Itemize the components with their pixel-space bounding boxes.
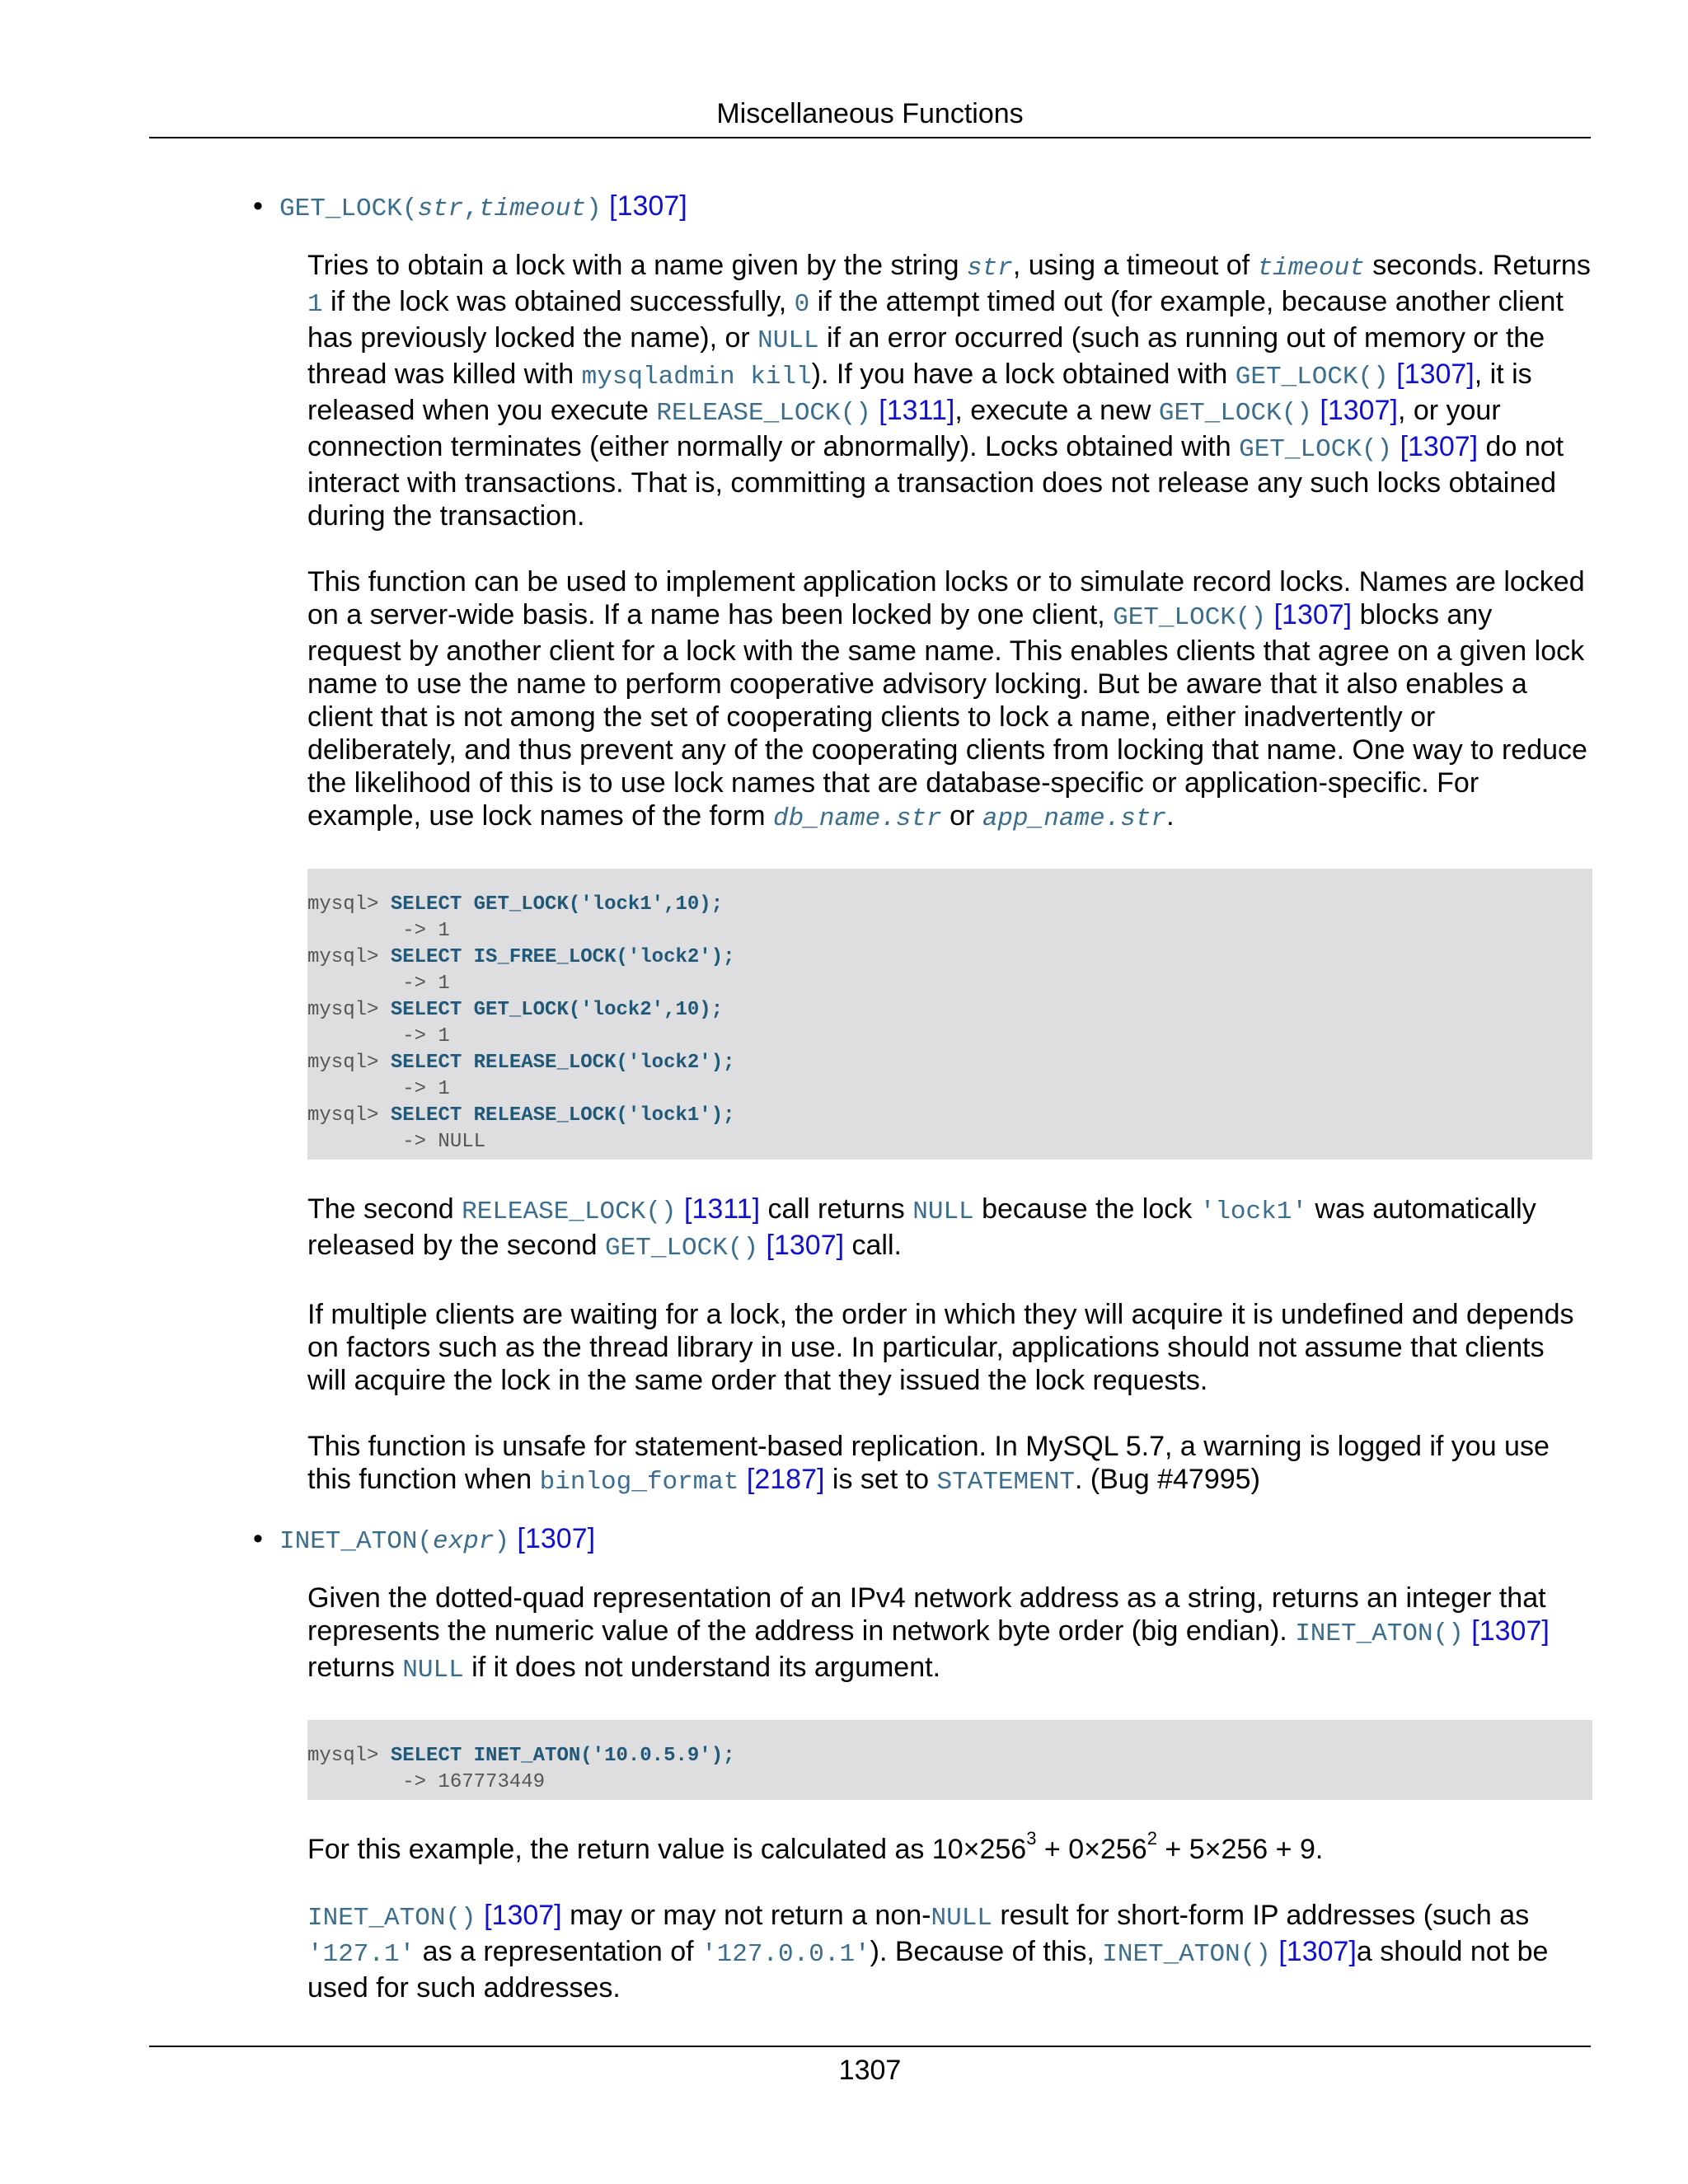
text: , it is released when you execute (307, 359, 1532, 426)
text: ). Because of this, (870, 1936, 1103, 1967)
mysql-prompt: mysql> (307, 1104, 391, 1127)
text: This function is unsafe for statement-based replication. In MySQL 5.7, a warning is logged if you use this function when (307, 1431, 1550, 1495)
text: + 0×256 (1036, 1834, 1147, 1865)
code-null: NULL (912, 1197, 974, 1226)
text: . (Bug #47995) (1074, 1464, 1260, 1495)
code-get-lock: GET_LOCK() (1235, 363, 1389, 391)
text: returns (307, 1652, 403, 1683)
release-lock-explanation (307, 1193, 1591, 1265)
page-reference-link[interactable]: [1307] (609, 190, 687, 222)
text: call returns (760, 1193, 913, 1225)
query-result: -> NULL (307, 1131, 486, 1153)
text: as a representation of (415, 1936, 702, 1967)
argument-str: str (417, 194, 464, 223)
bullet-icon: • (253, 1523, 263, 1554)
code-null: NULL (402, 1656, 464, 1685)
inet-aton-code-example (307, 1720, 1592, 1800)
get-lock-usage (307, 565, 1591, 836)
mysql-prompt: mysql> (307, 1052, 391, 1074)
query-result: -> 1 (307, 1025, 450, 1047)
text: may or may not return a non- (561, 1900, 931, 1931)
page-reference-link[interactable]: [1307] (517, 1523, 596, 1554)
page-reference-link[interactable]: [1307] (1471, 1615, 1550, 1647)
text: a should not be used for such addresses. (307, 1936, 1549, 2004)
sql-statement: SELECT GET_LOCK('lock2',10); (390, 999, 724, 1021)
mysql-prompt: mysql> (307, 999, 391, 1021)
page-reference-link[interactable]: [1307] (484, 1900, 562, 1931)
get-lock-code-example (307, 869, 1592, 1160)
code-zero: 0 (794, 290, 810, 319)
text: because the lock (973, 1193, 1200, 1225)
page-header (149, 92, 1591, 138)
text: The second (307, 1193, 462, 1225)
exponent: 3 (1026, 1828, 1037, 1849)
code-null: NULL (757, 326, 819, 355)
get-lock-entry (253, 190, 1591, 1499)
text: Tries to obtain a lock with a name given by the string (307, 250, 968, 281)
code-null: NULL (931, 1904, 992, 1933)
sql-statement: SELECT INET_ATON('10.0.5.9'); (390, 1745, 735, 1767)
mysql-prompt: mysql> (307, 1745, 391, 1767)
argument-str: str (967, 254, 1013, 283)
get-lock-title (253, 190, 1591, 226)
code-get-lock: GET_LOCK() (1158, 399, 1312, 428)
query-result: -> 1 (307, 972, 450, 995)
document-content (253, 190, 1591, 2037)
page-footer (149, 2046, 1591, 2097)
code-release-lock: RELEASE_LOCK() (656, 399, 871, 428)
code-mysqladmin-kill: mysqladmin kill (581, 363, 812, 391)
code-lock1: 'lock1' (1199, 1197, 1307, 1226)
text: is set to (824, 1464, 937, 1495)
sql-statement: SELECT GET_LOCK('lock1',10); (390, 893, 724, 916)
code-inet-aton: INET_ATON() (1102, 1940, 1271, 1969)
text: if the attempt timed out (for example, because another client has previously locked the name), or (307, 286, 1564, 354)
text: blocks any request by another client for a lock with the same name. This enables clients that agree on a given lock name to use the name to perform cooperative advisory locking. But be aware that it also enables a client that is not among the set of cooperating clients to lock a name, either inadvertently or deliberately, and thus prevent any of the cooperating clients from locking that name. One way to reduce the likelihood of this is to use lock names that are database-specific or application-specific. For example, use lock names of the form (307, 599, 1587, 832)
text: . (1166, 800, 1175, 832)
function-close: ) (586, 194, 602, 223)
page-reference-link[interactable]: [1311] (879, 395, 955, 426)
text: , using a timeout of (1012, 250, 1258, 281)
code-get-lock: GET_LOCK() (1239, 435, 1393, 464)
page-reference-link[interactable]: [1307] (1400, 431, 1479, 462)
text: For this example, the return value is calculated as 10×256 (307, 1834, 1027, 1865)
inet-aton-entry (253, 1522, 1591, 2004)
inet-aton-calculation (307, 1828, 1591, 1866)
inet-aton-signature (279, 1527, 509, 1556)
text: call. (844, 1230, 902, 1261)
text: if it does not understand its argument. (463, 1652, 941, 1683)
text: was automatically released by the second (307, 1193, 1536, 1261)
page-reference-link[interactable]: [1307] (1278, 1936, 1357, 1967)
text: if the lock was obtained successfully, (322, 286, 795, 317)
page-reference-link[interactable]: [1307] (1320, 395, 1398, 426)
page-reference-link[interactable]: [1307] (766, 1230, 845, 1261)
sql-statement: SELECT RELEASE_LOCK('lock1'); (390, 1104, 735, 1127)
mysql-prompt: mysql> (307, 946, 391, 968)
argument-timeout: timeout (478, 194, 587, 223)
replication-note (307, 1430, 1591, 1499)
query-result: -> 1 (307, 1078, 450, 1100)
text: , execute a new (954, 395, 1159, 426)
sql-statement: SELECT IS_FREE_LOCK('lock2'); (390, 946, 735, 968)
short-form-address-note (307, 1899, 1591, 2004)
argument-expr: expr (433, 1527, 495, 1556)
inet-aton-title (253, 1522, 1591, 1558)
argument-timeout: timeout (1257, 254, 1365, 283)
query-result: -> 167773449 (307, 1771, 546, 1793)
text: if an error occurred (such as running out of memory or the thread was killed with (307, 322, 1545, 390)
get-lock-description (307, 249, 1591, 532)
page-reference-link[interactable]: [1307] (1273, 599, 1353, 630)
function-close: ) (494, 1527, 510, 1556)
argument-separator: , (463, 194, 479, 223)
page-reference-link[interactable]: [1307] (1396, 359, 1475, 390)
page-number: 1307 (838, 2055, 902, 2086)
function-name: GET_LOCK( (279, 194, 418, 223)
get-lock-signature (279, 194, 602, 223)
code-binlog-format: binlog_format (539, 1468, 739, 1497)
exponent: 2 (1146, 1828, 1157, 1849)
code-db-name: db_name.str (773, 804, 942, 833)
text: , or your connection terminates (either normally or abnormally). Locks obtained with (307, 395, 1501, 462)
function-name: INET_ATON( (279, 1527, 434, 1556)
text: + 5×256 + 9. (1156, 1834, 1324, 1865)
sql-statement: SELECT RELEASE_LOCK('lock2'); (390, 1052, 735, 1074)
bullet-icon: • (253, 190, 263, 222)
header-title: Miscellaneous Functions (716, 98, 1024, 129)
code-inet-aton: INET_ATON() (307, 1904, 476, 1933)
page-reference-link[interactable]: [1311] (684, 1193, 761, 1225)
code-one: 1 (307, 290, 323, 319)
text: seconds. Returns (1364, 250, 1591, 281)
text: This function can be used to implement application locks or to simulate record locks. Names are locked on a server-wide basis. If a name has been locked by one client, (307, 566, 1585, 630)
code-release-lock: RELEASE_LOCK() (462, 1197, 677, 1226)
code-statement: STATEMENT (936, 1468, 1075, 1497)
text: Given the dotted-quad representation of an IPv4 network address as a string, returns an integer that represents the numeric value of the address in network byte order (big endian). (307, 1582, 1546, 1647)
code-short-ip: '127.1' (307, 1940, 415, 1969)
text: do not interact with transactions. That is, committing a transaction does not release any such locks obtained during the transaction. (307, 431, 1564, 532)
lock-order-note: If multiple clients are waiting for a lock, the order in which they will acquire it is undefined and depends on factors such as the thread library in use. In particular, applications should not assume that clients will acquire the lock in the same order that they issued the lock requests. (307, 1299, 1574, 1396)
text: ). If you have a lock obtained with (811, 359, 1236, 390)
code-app-name: app_name.str (982, 804, 1167, 833)
page-reference-link[interactable]: [2187] (746, 1464, 825, 1495)
text: result for short-form IP addresses (such as (992, 1900, 1530, 1931)
text: or (941, 800, 982, 832)
code-inet-aton: INET_ATON() (1295, 1619, 1464, 1648)
mysql-prompt: mysql> (307, 893, 391, 916)
code-full-ip: '127.0.0.1' (701, 1940, 870, 1969)
code-get-lock: GET_LOCK() (1113, 603, 1267, 632)
inet-aton-description (307, 1582, 1591, 1687)
query-result: -> 1 (307, 920, 450, 942)
code-get-lock: GET_LOCK() (605, 1234, 759, 1263)
